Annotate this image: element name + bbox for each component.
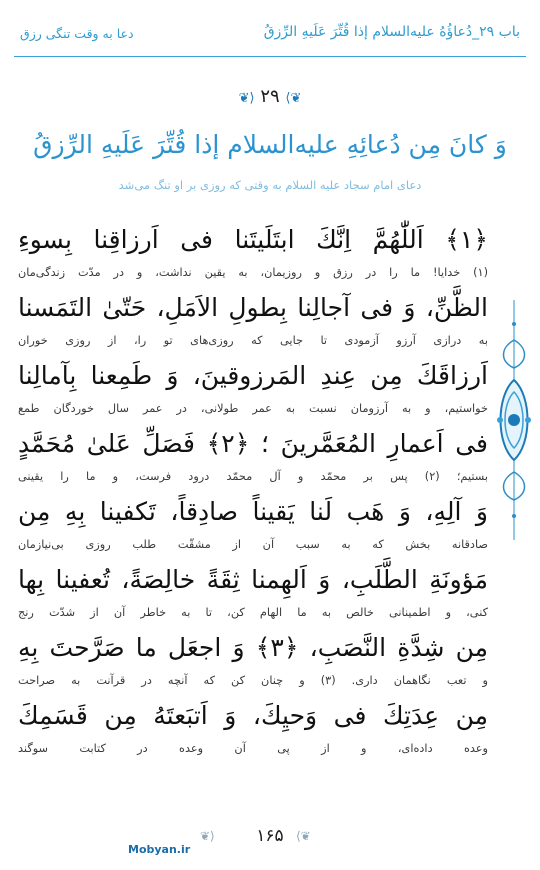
arabic-line: فى اَعمارِ المُعَمَّرينَ ؛ ﴿٢﴾ فَصَلِّ عَلىٰ مُحَمَّدٍ (18, 429, 488, 458)
chapter-subject: دعا به وقت تنگی رزق (20, 26, 134, 41)
persian-line: کنی، و اطمینانی خالص به ما الهام کن، تا به خاطر آن از شدّت رنج (18, 606, 488, 619)
page-header (14, 18, 526, 48)
brand-watermark[interactable]: Mobyan.ir (128, 843, 191, 856)
arabic-line: مَؤونَةِ الطَّلَبِ، وَ اَلهِمنا ثِقَةً خالِصَةً، تُعفينا بِها (18, 565, 488, 594)
page-footer (0, 826, 540, 866)
chapter-number-row (0, 86, 540, 107)
persian-line: بستیم؛ (۲) پس بر محمّد و آل محمّد درود فرست، و ما را یقینی (18, 470, 488, 483)
persian-line: وعده داده‌ای، و از پی آن وعده در کتابت سوگند (18, 742, 488, 755)
persian-line: به درازی آرزو آزمودی تا جایی که روزی‌های تو را، از روزی خوران (18, 334, 488, 347)
chapter-number: ۲۹ (260, 86, 280, 107)
persian-line: و تعب نگاهمان داری. (۳) و چنان کن که آنچه در قرآنت به صراحت (18, 674, 488, 687)
flourish-icon: ⟨❦ (200, 829, 215, 843)
arabic-line: اَرزاقَكَ مِن عِندِ المَرزوقينَ، وَ طَمِعنا بِآمالِنا (18, 361, 488, 390)
persian-line: خواستیم، و به آرزومان نسبت به عمر طولانی، در عمر سال خوردگان طمع (18, 402, 488, 415)
arabic-line: ﴿١﴾ اَللّٰهُمَّ اِنَّكَ ابتَلَيتَنا فى اَرزاقِنا بِسوءِ (18, 225, 488, 254)
text-body (18, 218, 488, 762)
section-heading: وَ كانَ مِن دُعائِهِ علیه‌السلام إذا قُتِّرَ عَلَيهِ الرِّزقُ (33, 130, 507, 159)
arabic-line: الظَّنِّ، وَ فى آجالِنا بِطولِ الاَمَلِ، حَتّىٰ التَمَسنا (18, 293, 488, 322)
side-ornament-icon (492, 300, 536, 540)
flourish-icon: ❦⟩ (296, 829, 311, 843)
header-divider (14, 56, 526, 57)
arabic-line: وَ آلِهِ، وَ هَب لَنا يَقيناً صادِقاً، تَكفينا بِهِ مِن (18, 497, 488, 526)
chapter-title: باب ۲۹_دُعاؤُهُ علیه‌السلام إذا قُتِّرَ عَلَیهِ الرِّزقُ (263, 24, 520, 40)
arabic-line: مِن شِدَّةِ النَّصَبِ، ﴿٣﴾ وَ اجعَل ما صَرَّحتَ بِهِ (18, 633, 488, 662)
page-number: ۱۶۵ (256, 826, 284, 846)
section-subheading: دعای امام سجاد علیه السلام به وقتی که روزی بر او تنگ می‌شد (118, 178, 422, 192)
flourish-icon: ❦⟩ (285, 91, 302, 106)
persian-line: صادقانه بخش که به سبب آن از مشقّت طلب روزی بی‌نیازمان (18, 538, 488, 551)
arabic-line: مِن عِدَتِكَ فى وَحيِكَ، وَ اَتبَعتَهُ مِن قَسَمِكَ (18, 701, 488, 730)
flourish-icon: ⟨❦ (238, 91, 255, 106)
persian-line: (۱) خدایا! ما را در رزق و روزیمان، به یقین نداشت، و در مدّت زندگی‌مان (18, 266, 488, 279)
